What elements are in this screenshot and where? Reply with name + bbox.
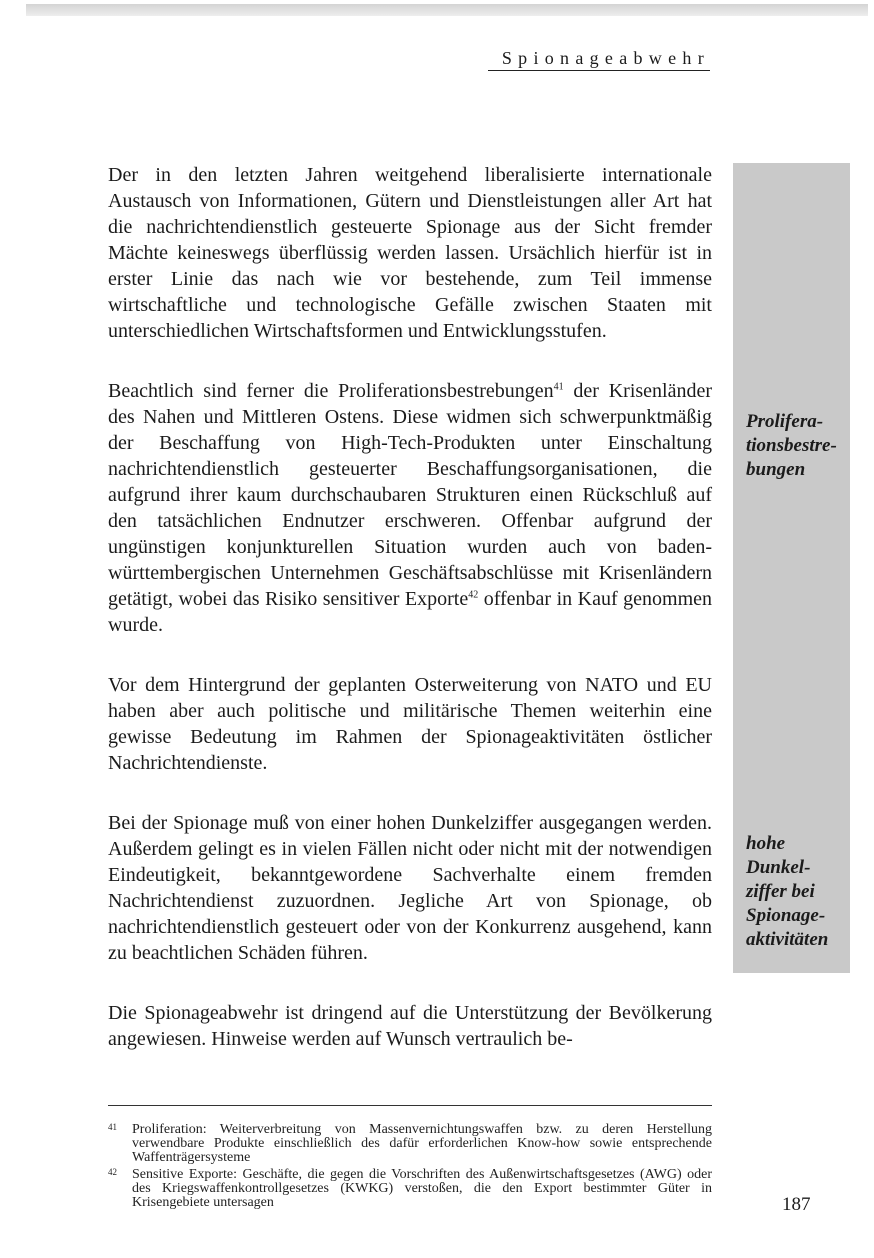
marginal-note-line: aktivitäten: [746, 929, 829, 950]
scan-edge-band: [26, 4, 868, 16]
footnote-41: [108, 1123, 712, 1165]
marginal-note-line: Spionage-: [746, 905, 826, 926]
paragraph-trade-espionage: Der in den letzten Jahren weitgehend liberalisierte internationale Austausch von Informationen, Gütern und Dienstleistungen aller Art hat die nachrichtendienstlich gesteuerte Spionage aus der Sicht fremder Mächte keineswegs überflüssig werden lassen. Ursächlich hierfür ist in erster Linie das nach wie vor bestehende, zum Teil immense wirtschaftliche und technologische Gefälle zwischen Staaten mit unterschiedlichen Wirtschaftsformen und Entwicklungsstufen.: [108, 164, 712, 342]
paragraph-proliferation-text-3: offenbar in Kauf genommen wurde.: [108, 588, 712, 636]
marginal-note-line: bungen: [746, 459, 806, 480]
marginal-note-line: tionsbestre-: [746, 435, 837, 456]
paragraph-proliferation-text-1: Beachtlich sind ferner die Proliferationsbestrebungen: [108, 380, 554, 402]
page-number: 187: [782, 1194, 811, 1215]
main-text: [108, 162, 712, 1086]
footnote-number: 42: [108, 1167, 117, 1177]
footnote-text: Sensitive Exporte: Geschäfte, die gegen die Vorschriften des Außenwirtschaftsgesetzes (AWG) oder des Kriegswaffenkontrollgesetzes (KWKG) verstoßen, die den Export bestimmter Güter in Krisengebiete untersagen: [132, 1167, 712, 1210]
footnote-ref-42: 42: [468, 589, 479, 601]
footnote-number: 41: [108, 1122, 117, 1132]
paragraph-eastern-expansion: Vor dem Hintergrund der geplanten Osterweiterung von NATO und EU haben aber auch politische und militärische Themen weiterhin eine gewisse Bedeutung im Rahmen der Spionageaktivitäten östlicher Nachrichtendienste.: [108, 674, 712, 774]
running-header: Spionageabwehr: [488, 48, 710, 71]
footnotes: [108, 1123, 712, 1213]
footnote-divider: [108, 1105, 712, 1106]
marginal-note-line: Prolifera-: [746, 411, 824, 432]
marginal-note-proliferation: [746, 410, 858, 482]
marginal-note-line: ziffer bei: [746, 881, 815, 902]
marginal-note-line: Dunkel-: [746, 857, 811, 878]
paragraph-dark-figure: Bei der Spionage muß von einer hohen Dunkelziffer ausgegangen werden. Außerdem gelingt es in vielen Fällen nicht oder nicht mit der notwendigen Eindeutigkeit, bekanntgewordene Sachverhalte einem fremden Nachrichtendienst zuzuordnen. Jegliche Art von Spionage, ob nachrichtendienstlich gesteuert oder von der Konkurrenz ausgehend, kann zu beachtlichen Schäden führen.: [108, 812, 712, 964]
marginal-note-dark-figure: [746, 832, 858, 952]
footnote-ref-41: 41: [553, 381, 564, 393]
paragraph-proliferation: [108, 378, 712, 638]
paragraph-proliferation-text-2: der Krisenländer des Nahen und Mittleren Ostens. Diese widmen sich schwerpunktmäßig der Beschaffung von High-Tech-Produkten unter Einschaltung nachrichtendienstlich gesteuerter Beschaffungsorganisationen, die aufgrund ihrer kaum durchschaubaren Strukturen einen Rückschluß auf den tatsächlichen Endnutzer erschweren. Offenbar aufgrund der ungünstigen konjunkturellen Situation wurden auch von baden-württembergischen Unternehmen Geschäftsabschlüsse mit Krisenländern getätigt, wobei das Risiko sensitiver Exporte: [108, 380, 712, 610]
footnote-42: [108, 1168, 712, 1210]
paragraph-public-support: Die Spionageabwehr ist dringend auf die Unterstützung der Bevölkerung angewiesen. Hinweise werden auf Wunsch vertraulich be-: [108, 1002, 712, 1050]
footnote-text: Proliferation: Weiterverbreitung von Massenvernichtungswaffen bzw. zu deren Herstellung verwendbare Produkte einschließlich des dafür erforderlichen Know-how sowie entsprechende Waffenträgersysteme: [132, 1122, 712, 1165]
marginal-note-line: hohe: [746, 833, 786, 854]
